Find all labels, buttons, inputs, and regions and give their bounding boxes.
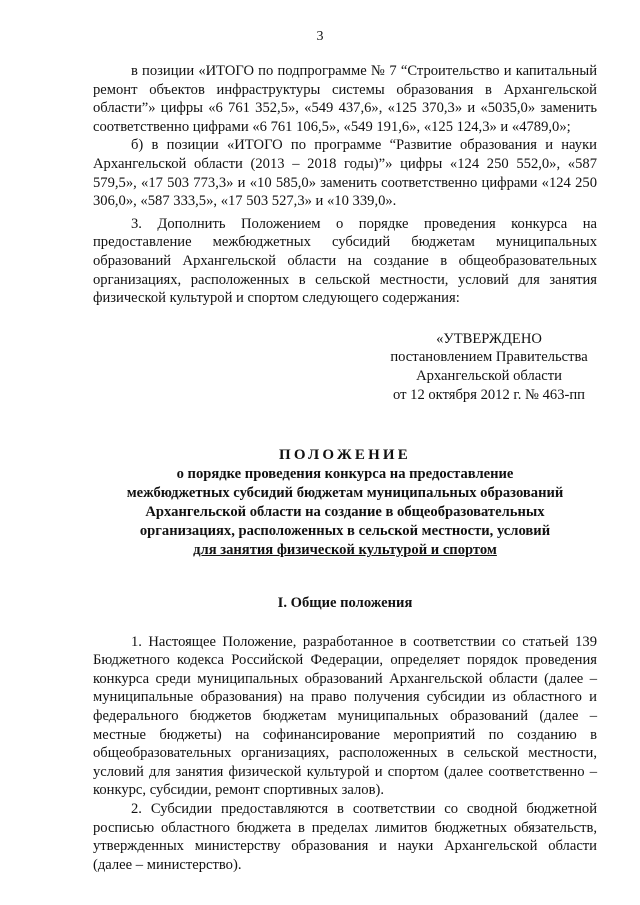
- title-line: для занятия физической культурой и спортом: [193, 542, 497, 559]
- approved-line: постановлением Правительства: [390, 349, 588, 366]
- paragraph-itogo-program: б) в позиции «ИТОГО по программе “Развитие образования и науки Архангельской области (2013 – 2018 годы)”» цифры «124 250 552,0», «587 579,5», «17 503 773,3» и «10 585,0» заменить соответственно цифрами «124 250 306,0», «587 333,5», «17 503 527,3» и «10 339,0».: [93, 137, 597, 210]
- title-line: межбюджетных субсидий бюджетам муниципальных образований: [126, 485, 564, 502]
- paragraph-clause-1: 1. Настоящее Положение, разработанное в соответствии со статьей 139 Бюджетного кодекса Российской Федерации, определяет порядок проведения конкурса среди муниципальных образований Архангельской области (далее – муниципальные образования) на право получения субсидии из областного и федерального бюджетов бюджетам муниципальных образований (далее – местные бюджеты) на софинансирование мероприятий по созданию в общеобразовательных организациях, расположенных в сельской местности, условий для занятия физической культурой и спортом (далее соответственно – конкурс, субсидии, ремонт спортивных залов).: [93, 633, 597, 799]
- title-line: Архангельской области на создание в общеобразовательных: [145, 504, 545, 521]
- title-heading: ПОЛОЖЕНИЕ: [278, 447, 412, 464]
- title-line: о порядке проведения конкурса на предоставление: [176, 466, 514, 483]
- page-number: 3: [316, 29, 324, 44]
- paragraph-add-regulation: 3. Дополнить Положением о порядке проведения конкурса на предоставление межбюджетных субсидий бюджетам муниципальных образований Архангельской области на создание в общеобразовательных организациях, расположенных в сельской местности, условий для занятия физической культурой и спортом следующего содержания:: [93, 215, 597, 307]
- approved-line: от 12 октября 2012 г. № 463-пп: [393, 386, 585, 403]
- approval-stamp-block: [381, 330, 597, 404]
- paragraph-clause-2: 2. Субсидии предоставляются в соответствии со сводной бюджетной росписью областного бюджета в пределах лимитов бюджетных обязательств, утвержденных министерству образования и науки Архангельской области (далее – министерство).: [93, 801, 597, 873]
- document-title: [93, 446, 597, 560]
- document-body: [93, 62, 597, 874]
- approved-line: Архангельской области: [416, 367, 562, 384]
- section-heading: I. Общие положения: [277, 595, 413, 612]
- title-line: организациях, расположенных в сельской местности, условий: [139, 523, 551, 540]
- paragraph-itogo-subprogram: в позиции «ИТОГО по подпрограмме № 7 “Строительство и капитальный ремонт объектов инфраструктуры системы образования в Архангельской области”» цифры «6 761 352,5», «549 437,6», «125 370,3» и «5035,0» заменить соответственно цифрами «6 761 106,5», «549 191,6», «125 124,3» и «4789,0»;: [93, 63, 597, 135]
- approved-line: «УТВЕРЖДЕНО: [436, 330, 542, 347]
